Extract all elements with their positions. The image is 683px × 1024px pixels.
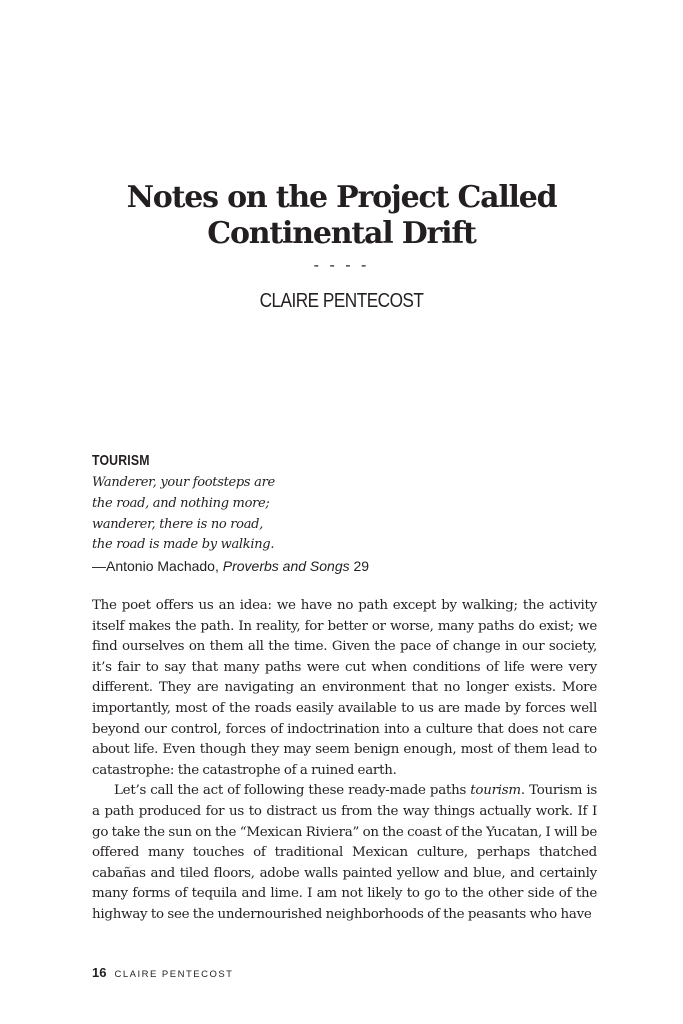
chapter-title-line-1: Notes on the Project Called — [126, 180, 557, 215]
chapter-title — [60, 180, 623, 252]
body-paragraph-2 — [92, 781, 597, 925]
chapter-author: CLAIRE PENTECOST — [259, 290, 424, 312]
epigraph-line-4: the road is made by walking. — [92, 537, 275, 553]
attribution-author: —Antonio Machado — [92, 558, 215, 574]
epigraph — [92, 473, 612, 556]
body-paragraph-1: The poet offers us an idea: we have no path except by walking; the activity itself makes the path. In reality, for better or worse, many paths do exist; we find ourselves on them all the time. Given the pace of change in our society, it’s fair to say that many paths were cut when conditions of life were very different. They are navigating an environment that no longer exists. More importantly, most of the roads easily available to us are made by forces well beyond our control, forces of indoctrination into a culture that does not care about life. Even though they may seem benign enough, most of them lead to catastrophe: the catastrophe of a ruined earth. — [92, 598, 597, 778]
epigraph-line-1: Wanderer, your footsteps are — [92, 475, 275, 490]
attribution-work: Proverbs and Songs — [222, 558, 350, 574]
section-heading: TOURISM — [92, 452, 150, 469]
title-divider: - - - - — [313, 257, 370, 274]
paragraph-2-start: Let’s call the act of following these ready-made paths — [114, 783, 471, 799]
running-head: CLAIRE PENTECOST — [114, 969, 234, 980]
page-number: 16 — [92, 965, 107, 980]
epigraph-line-2: the road, and nothing more; — [92, 495, 270, 511]
paragraph-2-rest: . Tourism is a path produced for us to distract us from the way things actually work. If I go take the sun on the “Mexican Riviera” on the coast of the Yucatan, I will be offered many touches of traditional Mexican culture, perhaps thatched cabañas and tiled floors, adobe walls painted yellow and blue, and certainly many forms of tequila and lime. I am not likely to go to the other side of the highway to see the undernourished neighborhoods of the peasants who have — [92, 783, 597, 922]
page-footer — [92, 965, 234, 983]
body-text — [92, 596, 597, 926]
paragraph-2-emphasis: tourism — [470, 783, 521, 799]
attribution-separator: , — [214, 558, 223, 574]
epigraph-attribution — [92, 556, 369, 576]
epigraph-line-3: wanderer, there is no road, — [92, 516, 263, 532]
chapter-title-line-2: Continental Drift — [207, 216, 476, 251]
attribution-number: 29 — [349, 558, 370, 574]
